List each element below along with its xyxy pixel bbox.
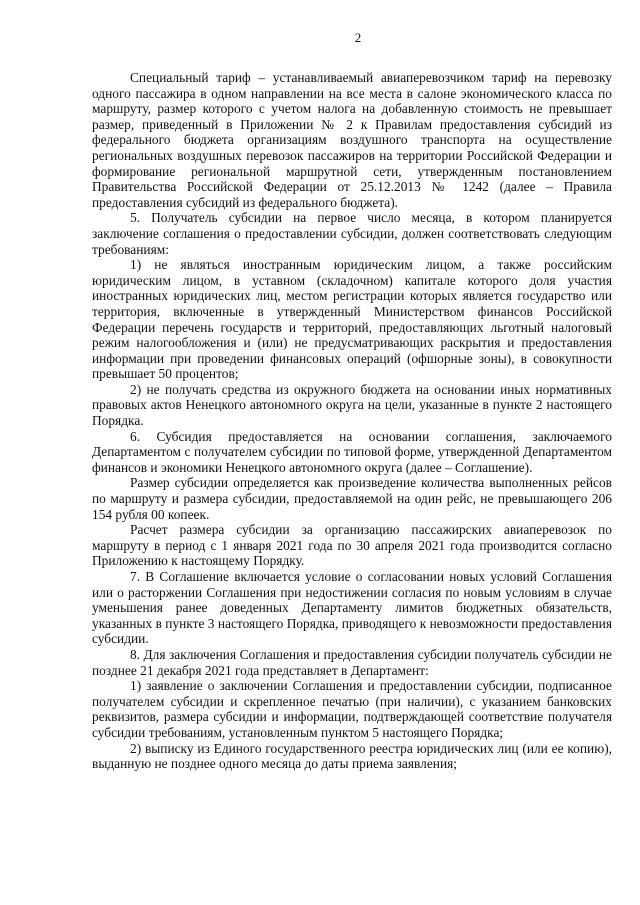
paragraph-clause-8: 8. Для заключения Соглашения и предоставления субсидии получатель субсидии не позднее 21 декабря 2021 года представляет в Департамент: bbox=[92, 646, 612, 678]
paragraph-clause-5: 5. Получатель субсидии на первое число месяца, в котором планируется заключение соглашения о предоставлении субсидии, должен соответствовать следующим требованиям: bbox=[92, 210, 612, 257]
paragraph-subsidy-amount: Размер субсидии определяется как произведение количества выполненных рейсов по маршруту и размера субсидии, предоставляемой на один рейс, не превышающего 206 154 рубля 00 копеек. bbox=[92, 475, 612, 522]
paragraph-clause-8-item-2: 2) выписку из Единого государственного реестра юридических лиц (или ее копию), выданную не позднее одного месяца до даты приема заявления; bbox=[92, 740, 612, 772]
paragraph-clause-5-item-2: 2) не получать средства из окружного бюджета на основании иных нормативных правовых актов Ненецкого автономного округа на цели, указанные в пункте 2 настоящего Порядка. bbox=[92, 381, 612, 429]
paragraph-clause-7: 7. В Соглашение включается условие о согласовании новых условий Соглашения или о расторжении Соглашения при недостижении согласия по новым условиям в случае уменьшения ранее доведенных Департаменту лимитов бюджетных обязательств, указанных в пункте 3 настоящего Порядка, приводящего к невозможности предоставления субсидии. bbox=[92, 569, 612, 647]
paragraph-clause-5-item-1: 1) не являться иностранным юридическим лицом, а также российским юридическим лицом, в уставном (складочном) капитале которого доля участия иностранных юридических лиц, местом регистрации которых является государство или территория, включенные в утвержденный Министерством финансов Российской Федерации перечень государств и территорий, предоставляющих льготный налоговый режим налогообложения и (или) не предусматривающих раскрытия и предоставления информации при проведении финансовых операций (офшорные зоны), в совокупности превышает 50 процентов; bbox=[92, 257, 612, 382]
paragraph-clause-6: 6. Субсидия предоставляется на основании соглашения, заключаемого Департаментом с получателем субсидии по типовой форме, утвержденной Департаментом финансов и экономики Ненецкого автономного округа (далее – Соглашение). bbox=[92, 428, 612, 475]
document-body bbox=[92, 70, 612, 772]
paragraph-subsidy-calculation: Расчет размера субсидии за организацию пассажирских авиаперевозок по маршруту в период с 1 января 2021 года по 30 апреля 2021 года производится согласно Приложению к настоящему Порядку. bbox=[92, 522, 612, 569]
paragraph-special-tariff: Специальный тариф – устанавливаемый авиаперевозчиком тариф на перевозку одного пассажира в одном направлении на все места в салоне экономического класса по маршруту, размер которого с учетом налога на добавленную стоимость не превышает размер, приведенный в Приложении № 2 к Правилам предоставления субсидий из федерального бюджета организациям воздушного транспорта на осуществление региональных воздушных перевозок пассажиров на территории Российской Федерации и формирование региональной маршрутной сети, утвержденным постановлением Правительства Российской Федерации от 25.12.2013 № 1242 (далее – Правила предоставления субсидий из федерального бюджета). bbox=[92, 70, 612, 210]
paragraph-clause-8-item-1: 1) заявление о заключении Соглашения и предоставлении субсидии, подписанное получателем субсидии и скрепленное печатью (при наличии), с указанием банковских реквизитов, размера субсидии и информации, подтверждающей соответствие получателя субсидии требованиям, установленным пунктом 5 настоящего Порядка; bbox=[92, 678, 612, 740]
page-number: 2 bbox=[354, 30, 362, 45]
